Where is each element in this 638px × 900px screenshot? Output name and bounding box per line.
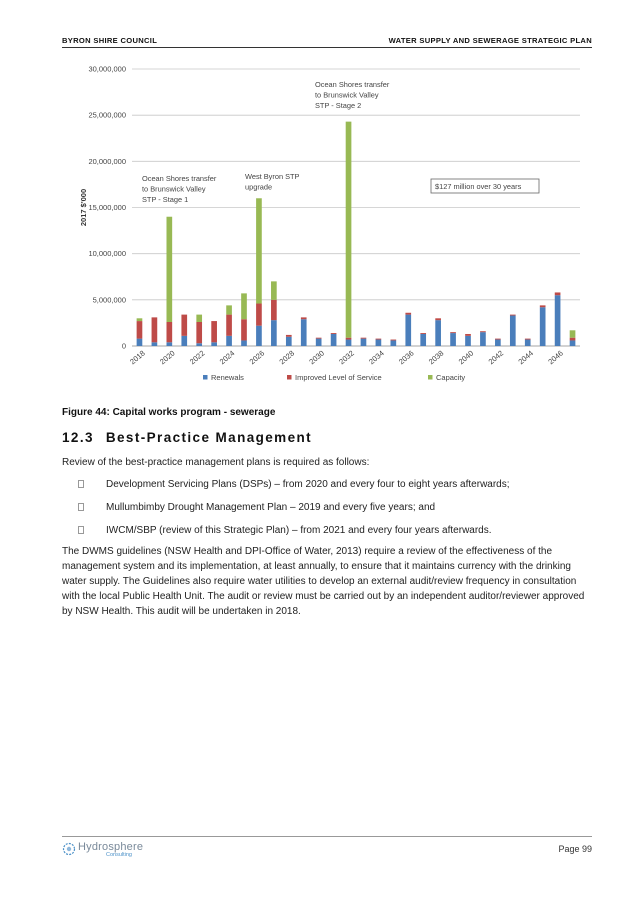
bar-renewals-2030 bbox=[316, 339, 322, 346]
bar-improved-level-of-service-2036 bbox=[405, 313, 411, 315]
x-tick-label: 2028 bbox=[277, 348, 297, 367]
x-tick-label: 2024 bbox=[217, 348, 237, 367]
bar-improved-level-of-service-2026 bbox=[256, 304, 262, 326]
bar-renewals-2034 bbox=[376, 340, 382, 346]
list-item-text: IWCM/SBP (review of this Strategic Plan) – from 2021 and every four years afterwards. bbox=[106, 525, 492, 536]
bar-renewals-2031 bbox=[331, 334, 337, 346]
body-paragraph: The DWMS guidelines (NSW Health and DPI-Office of Water, 2013) require a review of the effectiveness of the management system and its implementation, at least annually, to ensure that it maintains currency with the drinking water supply. The Guidelines also require water utilities to develop an external audit/review frequency in consultation with the local Public Health Unit. The audit or review must be carried out by an independent auditor/reviewer approved by NSW Health. This audit will be undertaken in 2018. bbox=[62, 546, 585, 617]
x-tick-label: 2046 bbox=[546, 348, 565, 367]
bar-improved-level-of-service-2040 bbox=[465, 334, 471, 336]
capital-works-chart bbox=[62, 58, 592, 398]
bar-capacity-2026 bbox=[256, 198, 262, 303]
bar-capacity-2020 bbox=[166, 217, 172, 322]
bar-renewals-2045 bbox=[540, 307, 546, 346]
chart-annotation: to Brunswick Valley bbox=[315, 90, 379, 100]
x-tick-label: 2044 bbox=[516, 348, 536, 367]
x-tick-label: 2036 bbox=[396, 348, 416, 367]
bar-improved-level-of-service-2043 bbox=[510, 315, 516, 316]
bar-renewals-2047 bbox=[570, 340, 576, 346]
bar-improved-level-of-service-2045 bbox=[540, 305, 546, 307]
chart-annotation: West Byron STP bbox=[245, 172, 300, 181]
chart-annotation: Ocean Shores transfer bbox=[142, 174, 217, 183]
list-item-text: Development Servicing Plans (DSPs) – from 2020 and every four to eight years afterwards; bbox=[106, 479, 510, 490]
bar-capacity-2047 bbox=[570, 330, 576, 337]
x-tick-label: 2018 bbox=[128, 348, 147, 367]
legend-swatch bbox=[428, 375, 433, 380]
bullet-icon bbox=[78, 526, 84, 534]
bar-renewals-2029 bbox=[301, 319, 307, 346]
y-tick-label: 0 bbox=[121, 341, 126, 351]
bar-improved-level-of-service-2038 bbox=[435, 318, 441, 320]
bar-improved-level-of-service-2047 bbox=[570, 338, 576, 341]
bar-capacity-2024 bbox=[226, 305, 232, 314]
bar-capacity-2027 bbox=[271, 281, 277, 299]
bar-improved-level-of-service-2031 bbox=[331, 333, 337, 334]
bar-renewals-2037 bbox=[420, 334, 426, 346]
bar-renewals-2026 bbox=[256, 326, 262, 346]
y-tick-label: 10,000,000 bbox=[88, 249, 126, 259]
bar-capacity-2018 bbox=[137, 318, 143, 321]
x-tick-label: 2040 bbox=[456, 348, 476, 367]
x-tick-label: 2026 bbox=[247, 348, 267, 367]
bar-improved-level-of-service-2044 bbox=[525, 339, 531, 340]
bar-improved-level-of-service-2027 bbox=[271, 300, 277, 320]
bar-renewals-2023 bbox=[211, 342, 217, 346]
footer-divider bbox=[62, 836, 592, 837]
page-header bbox=[62, 34, 592, 48]
bar-renewals-2025 bbox=[241, 340, 247, 346]
bullet-icon bbox=[78, 480, 84, 488]
bar-renewals-2033 bbox=[361, 339, 367, 346]
chart-annotation: STP - Stage 1 bbox=[142, 195, 189, 204]
x-tick-label: 2042 bbox=[486, 348, 506, 367]
logo-subtitle: Consulting bbox=[106, 852, 132, 858]
bar-renewals-2044 bbox=[525, 340, 531, 346]
x-tick-label: 2038 bbox=[426, 348, 446, 367]
bar-renewals-2035 bbox=[390, 340, 396, 346]
bar-capacity-2032 bbox=[346, 122, 352, 338]
hydrosphere-logo-icon bbox=[62, 842, 76, 856]
bar-improved-level-of-service-2042 bbox=[495, 339, 501, 340]
chart-annotation: STP - Stage 2 bbox=[315, 101, 362, 110]
bullet-icon bbox=[78, 503, 84, 511]
bar-renewals-2019 bbox=[152, 342, 158, 346]
bar-improved-level-of-service-2024 bbox=[226, 315, 232, 336]
bar-renewals-2046 bbox=[555, 295, 561, 346]
y-tick-label: 20,000,000 bbox=[88, 156, 126, 166]
bar-renewals-2022 bbox=[196, 343, 202, 346]
logo-brand: Hydrosphere bbox=[78, 841, 144, 853]
x-tick-label: 2030 bbox=[307, 348, 326, 367]
bar-improved-level-of-service-2020 bbox=[166, 322, 172, 342]
bar-improved-level-of-service-2018 bbox=[137, 321, 143, 339]
bar-renewals-2018 bbox=[137, 339, 143, 346]
section-intro: Review of the best-practice management plans is required as follows: bbox=[62, 457, 370, 468]
bar-improved-level-of-service-2035 bbox=[390, 340, 396, 341]
figure-caption: Figure 44: Capital works program - sewerage bbox=[62, 407, 276, 418]
review-list bbox=[78, 478, 588, 547]
bar-improved-level-of-service-2030 bbox=[316, 338, 322, 339]
bar-improved-level-of-service-2022 bbox=[196, 322, 202, 343]
section-heading bbox=[62, 430, 312, 445]
bar-capacity-2025 bbox=[241, 293, 247, 319]
bar-improved-level-of-service-2033 bbox=[361, 338, 367, 339]
bar-improved-level-of-service-2025 bbox=[241, 319, 247, 340]
section-number: 12.3 bbox=[62, 430, 94, 445]
list-item bbox=[78, 501, 588, 524]
header-organisation: BYRON SHIRE COUNCIL bbox=[62, 36, 158, 45]
bar-renewals-2036 bbox=[405, 315, 411, 346]
page-number: Page 99 bbox=[558, 844, 592, 854]
bar-improved-level-of-service-2037 bbox=[420, 333, 426, 334]
bar-improved-level-of-service-2039 bbox=[450, 332, 456, 333]
x-tick-label: 2020 bbox=[158, 348, 177, 367]
section-title: Best-Practice Management bbox=[105, 430, 313, 445]
y-tick-label: 30,000,000 bbox=[88, 64, 126, 74]
header-document-title: WATER SUPPLY AND SEWERAGE STRATEGIC PLAN bbox=[388, 36, 592, 45]
bar-renewals-2021 bbox=[181, 336, 187, 346]
x-tick-label: 2032 bbox=[337, 348, 356, 367]
bar-renewals-2041 bbox=[480, 332, 486, 346]
bar-renewals-2027 bbox=[271, 320, 277, 346]
list-item bbox=[78, 478, 588, 501]
x-tick-label: 2022 bbox=[187, 348, 207, 367]
legend-entry: Capacity bbox=[436, 373, 466, 382]
bar-renewals-2020 bbox=[166, 342, 172, 346]
bar-capacity-2022 bbox=[196, 315, 202, 322]
bar-renewals-2032 bbox=[346, 340, 352, 346]
bar-improved-level-of-service-2041 bbox=[480, 331, 486, 332]
bar-improved-level-of-service-2034 bbox=[376, 339, 382, 340]
chart-annotation: upgrade bbox=[245, 182, 273, 192]
bar-improved-level-of-service-2028 bbox=[286, 335, 292, 337]
bar-renewals-2039 bbox=[450, 333, 456, 346]
bar-renewals-2042 bbox=[495, 340, 501, 346]
legend-swatch bbox=[203, 375, 208, 380]
bar-renewals-2038 bbox=[435, 320, 441, 346]
chart-annotation: Ocean Shores transfer bbox=[315, 80, 390, 89]
header-divider bbox=[62, 47, 592, 48]
chart-annotation: to Brunswick Valley bbox=[142, 184, 206, 194]
y-tick-label: 15,000,000 bbox=[88, 203, 126, 212]
bar-renewals-2028 bbox=[286, 337, 292, 346]
legend-swatch bbox=[287, 375, 292, 380]
x-tick-label: 2034 bbox=[367, 348, 386, 367]
bar-improved-level-of-service-2046 bbox=[555, 292, 561, 295]
bar-improved-level-of-service-2023 bbox=[211, 321, 217, 342]
chart-annotation: $127 million over 30 years bbox=[435, 182, 522, 191]
bar-improved-level-of-service-2032 bbox=[346, 338, 352, 340]
bar-improved-level-of-service-2021 bbox=[181, 315, 187, 336]
company-logo bbox=[62, 840, 172, 860]
y-axis-label: 2017 $'000 bbox=[79, 188, 88, 227]
bar-improved-level-of-service-2029 bbox=[301, 317, 307, 319]
bar-renewals-2040 bbox=[465, 336, 471, 346]
y-tick-label: 25,000,000 bbox=[88, 110, 126, 120]
bar-renewals-2043 bbox=[510, 316, 516, 346]
legend-entry: Improved Level of Service bbox=[295, 373, 382, 382]
bar-renewals-2024 bbox=[226, 336, 232, 346]
legend-entry: Renewals bbox=[211, 373, 244, 382]
y-tick-label: 5,000,000 bbox=[92, 295, 126, 305]
bar-improved-level-of-service-2019 bbox=[152, 317, 158, 342]
list-item-text: Mullumbimby Drought Management Plan – 2019 and every five years; and bbox=[106, 502, 436, 513]
